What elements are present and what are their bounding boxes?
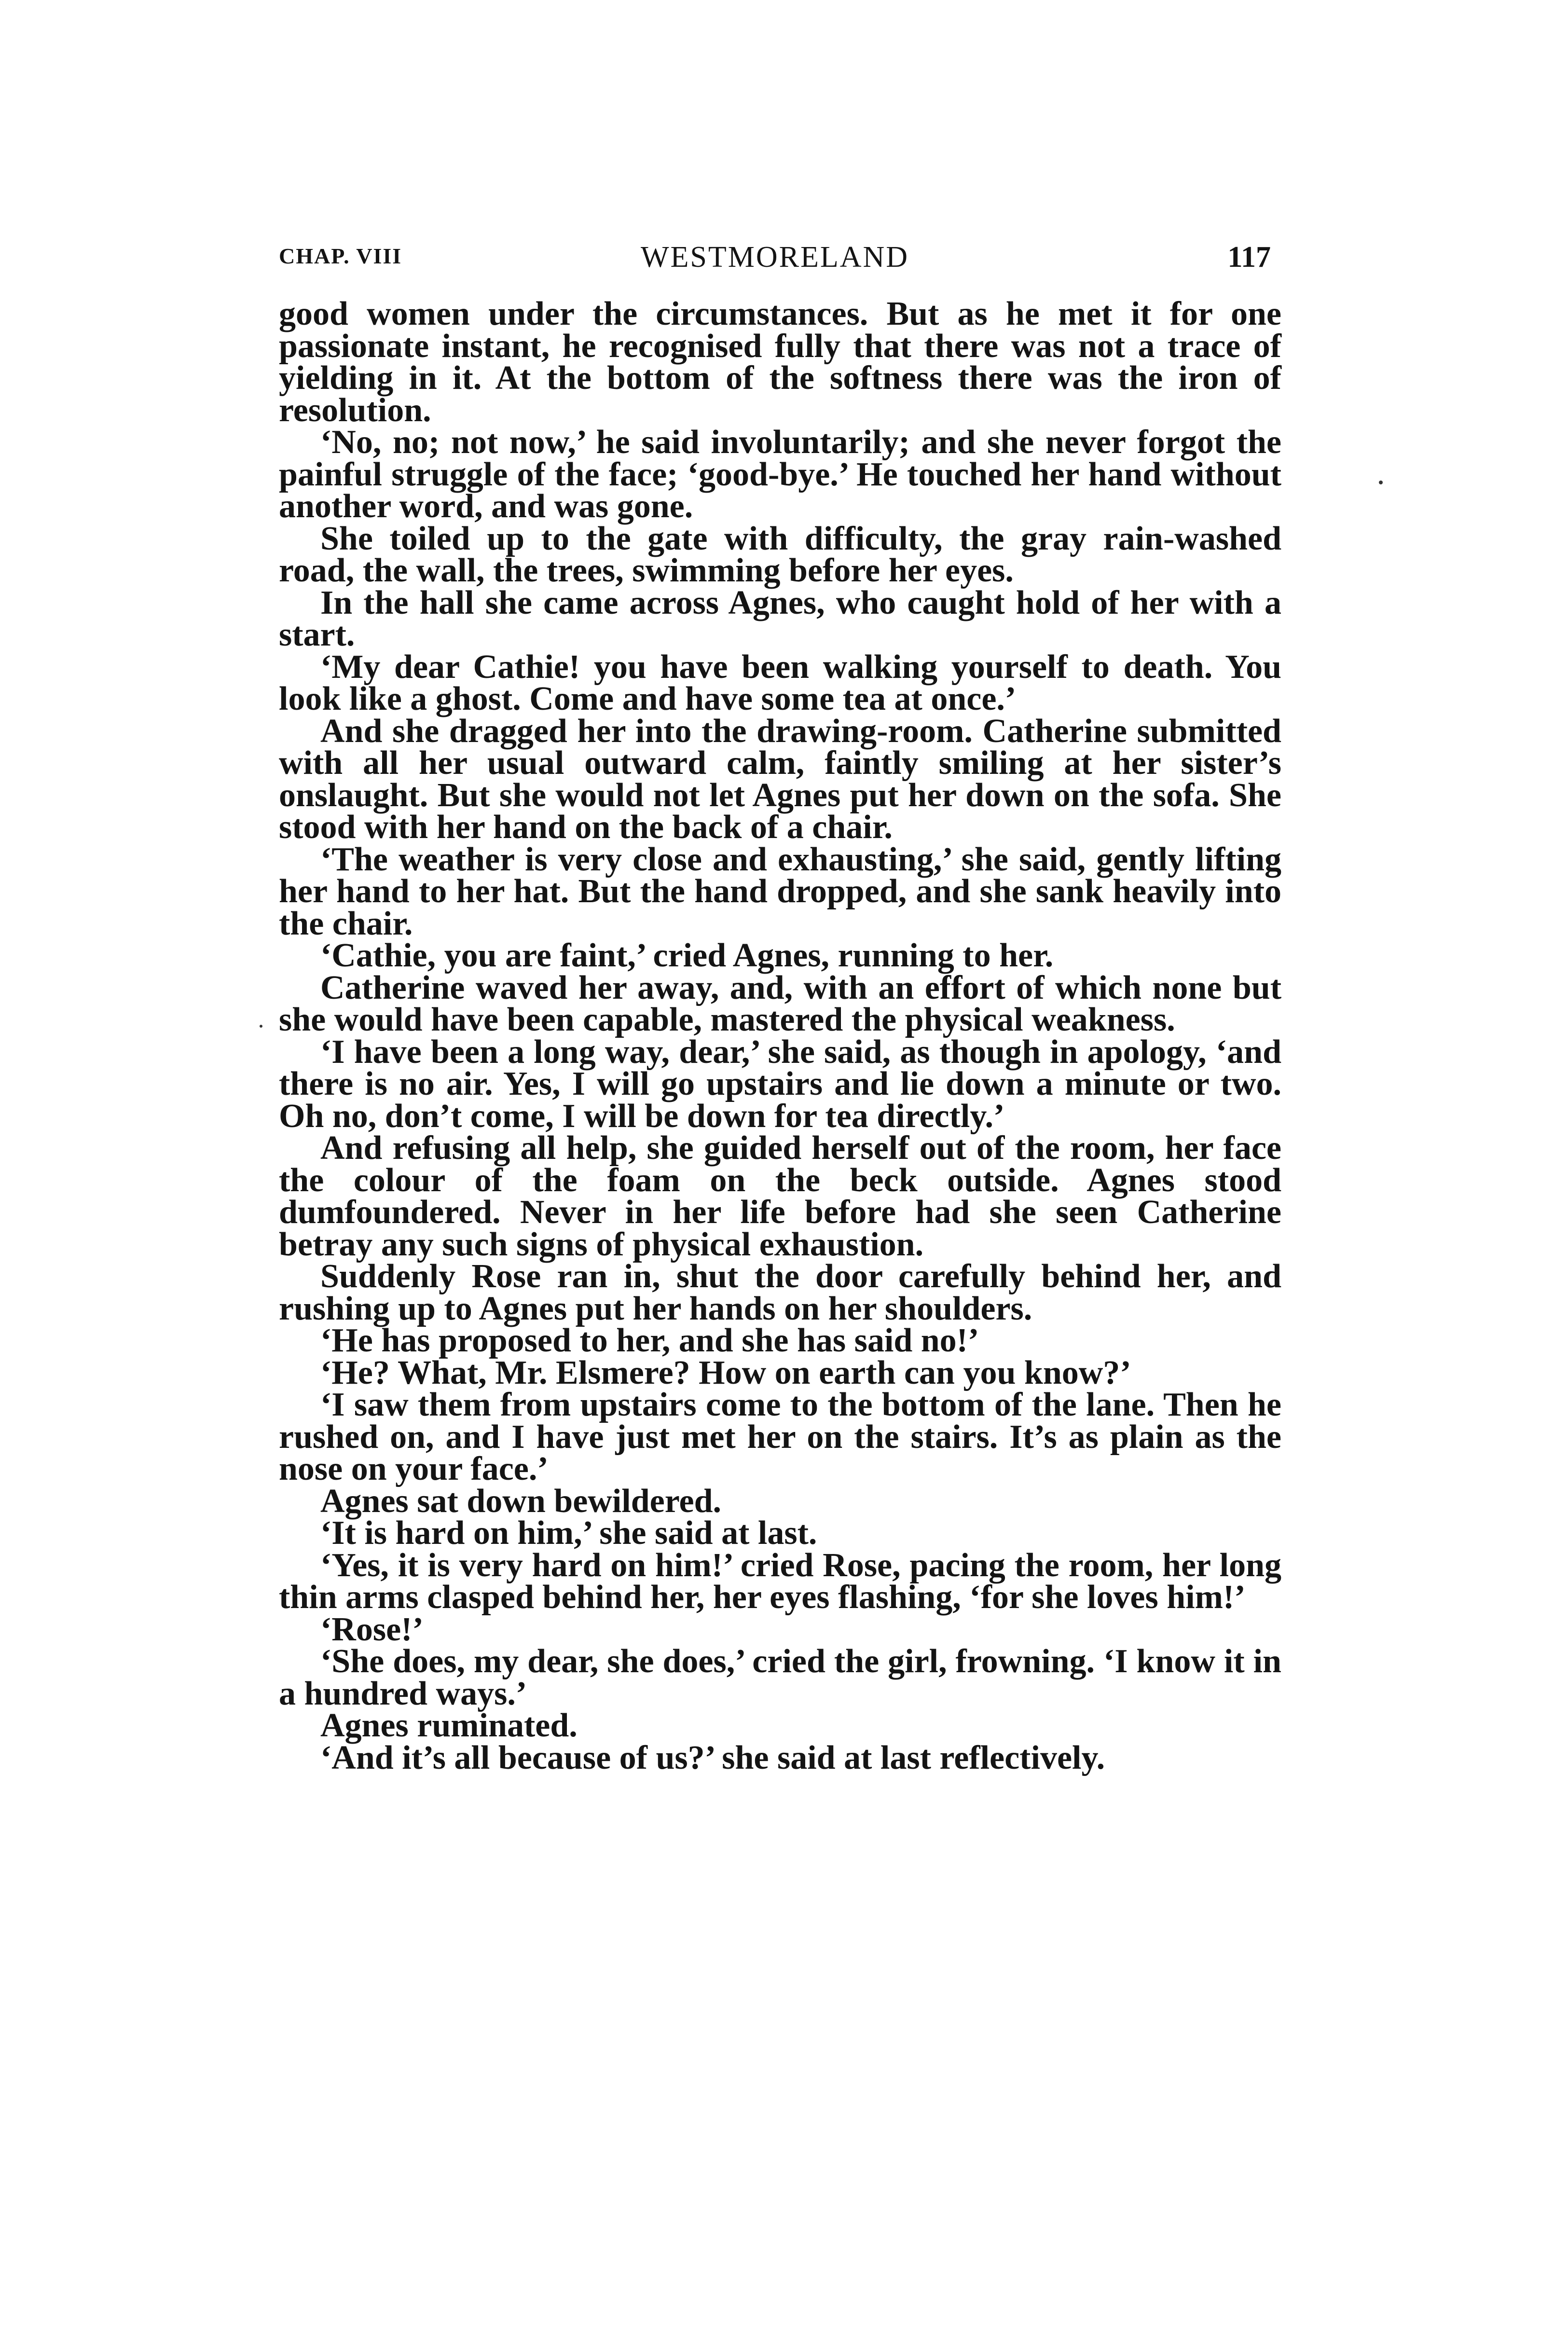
paragraph: Catherine waved her away, and, with an effort of which none but she would have been capable, mastered the physical weakness.	[279, 969, 1281, 1038]
paragraph: ‘Cathie, you are faint,’ cried Agnes, running to her.	[320, 937, 1054, 974]
paragraph: ‘It is hard on him,’ she said at last.	[320, 1514, 817, 1552]
page-body	[279, 295, 1281, 1776]
paragraph: ‘He? What, Mr. Elsmere? How on earth can you know?’	[320, 1354, 1131, 1391]
paragraph: ‘I have been a long way, dear,’ she said, as though in apology, ‘and there is no air. Yes, I will go upstairs and lie down a minute or two. Oh no, don’t come, I will be down for tea directly.’	[279, 1033, 1281, 1135]
scan-speck	[1379, 481, 1383, 484]
paragraph: ‘No, no; not now,’ he said involuntarily; and she never forgot the painful struggle of the face; ‘good-bye.’ He touched her hand without another word, and was gone.	[279, 424, 1281, 525]
paragraph: ‘Rose!’	[320, 1610, 424, 1648]
paragraph: Agnes sat down bewildered.	[320, 1482, 722, 1520]
paragraph: ‘He has proposed to her, and she has said no!’	[320, 1322, 979, 1359]
paragraph: ‘The weather is very close and exhausting,’ she said, gently lifting her hand to her hat. But the hand dropped, and she sank heavily into the chair.	[279, 840, 1281, 942]
paragraph: And she dragged her into the drawing-room. Catherine submitted with all her usual outward calm, faintly smiling at her sister’s onslaught. But she would not let Agnes put her down on the sofa. She stood with her hand on the back of a chair.	[279, 712, 1281, 846]
paragraph: ‘And it’s all because of us?’ she said at last reflectively.	[320, 1739, 1105, 1776]
paragraph: Agnes ruminated.	[320, 1707, 578, 1744]
scan-speck	[260, 1025, 262, 1028]
running-header	[279, 240, 1271, 279]
running-title: WESTMORELAND	[640, 241, 909, 274]
page-number: 117	[1227, 241, 1271, 274]
paragraph: She toiled up to the gate with difficulty, the gray rain-washed road, the wall, the trees, swimming before her eyes.	[279, 520, 1281, 589]
paragraph: ‘Yes, it is very hard on him!’ cried Rose, pacing the room, her long thin arms clasped behind her, her eyes flashing, ‘for she loves him!’	[279, 1546, 1281, 1616]
paragraph: ‘She does, my dear, she does,’ cried the girl, frowning. ‘I know it in a hundred ways.’	[279, 1643, 1281, 1712]
paragraph: good women under the circumstances. But as he met it for one passionate instant, he recognised fully that there was not a trace of yielding in it. At the bottom of the softness there was the iron of resolution.	[279, 295, 1281, 429]
paragraph: ‘I saw them from upstairs come to the bottom of the lane. Then he rushed on, and I have just met her on the stairs. It’s as plain as the nose on your face.’	[279, 1386, 1281, 1487]
paragraph: And refusing all help, she guided herself out of the room, her face the colour of the foam on the beck outside. Agnes stood dumfoundered. Never in her life before had she seen Catherine betray any such signs of physical exhaustion.	[279, 1129, 1281, 1263]
paragraph: Suddenly Rose ran in, shut the door carefully behind her, and rushing up to Agnes put her hands on her shoulders.	[279, 1258, 1281, 1327]
paragraph: In the hall she came across Agnes, who caught hold of her with a start.	[279, 584, 1281, 653]
chapter-label: CHAP. VIII	[279, 244, 402, 268]
paragraph: ‘My dear Cathie! you have been walking yourself to death. You look like a ghost. Come and have some tea at once.’	[279, 648, 1281, 717]
